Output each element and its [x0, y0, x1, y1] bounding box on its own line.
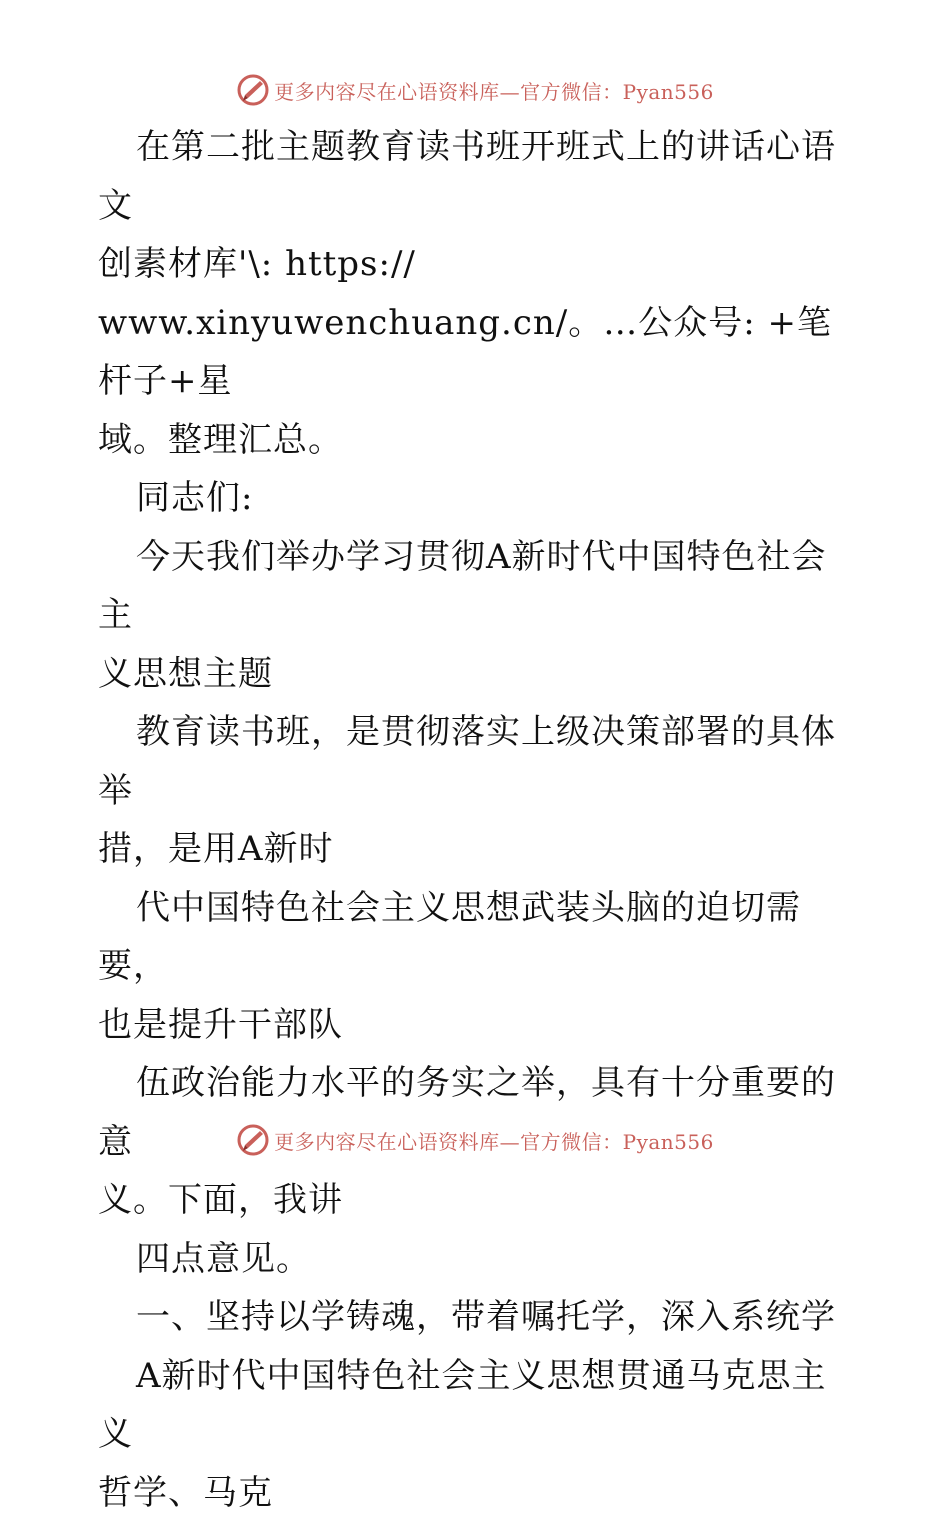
- document-line: 创素材库'\: https://: [98, 235, 858, 294]
- document-line: 也是提升干部队: [98, 996, 858, 1055]
- header-banner-text: 更多内容尽在心语资料库—官方微信：Pyan556: [274, 76, 714, 105]
- document-line: 一、坚持以学铸魂，带着嘱托学，深入系统学: [98, 1288, 858, 1347]
- document-line: 义思想主题: [98, 645, 858, 704]
- document-line: www.xinyuwenchuang.cn/。…公众号: +笔杆子+星: [98, 294, 858, 411]
- document-line: 义。下面，我讲: [98, 1171, 858, 1230]
- document-line: 在第二批主题教育读书班开班式上的讲话心语文: [98, 118, 858, 235]
- brand-logo-icon: [236, 73, 270, 107]
- document-line: 四点意见。: [98, 1230, 858, 1289]
- footer-banner-text: 更多内容尽在心语资料库—官方微信：Pyan556: [274, 1126, 714, 1155]
- document-line: 今天我们举办学习贯彻A新时代中国特色社会主: [98, 528, 858, 645]
- document-line: 同志们:: [98, 469, 858, 528]
- header-banner: [0, 70, 950, 110]
- document-line: 域。整理汇总。: [98, 411, 858, 470]
- document-line: 哲学、马克: [98, 1464, 858, 1522]
- document-body: [98, 118, 858, 1522]
- document-line: 代中国特色社会主义思想武装头脑的迫切需要，: [98, 879, 858, 996]
- brand-logo-icon: [236, 1123, 270, 1157]
- document-line: 教育读书班，是贯彻落实上级决策部署的具体举: [98, 703, 858, 820]
- document-line: A新时代中国特色社会主义思想贯通马克思主义: [98, 1347, 858, 1464]
- footer-banner: [0, 1120, 950, 1160]
- document-line: 措，是用A新时: [98, 820, 858, 879]
- document-line: 伍政治能力水平的务实之举，具有十分重要的意: [98, 1054, 858, 1171]
